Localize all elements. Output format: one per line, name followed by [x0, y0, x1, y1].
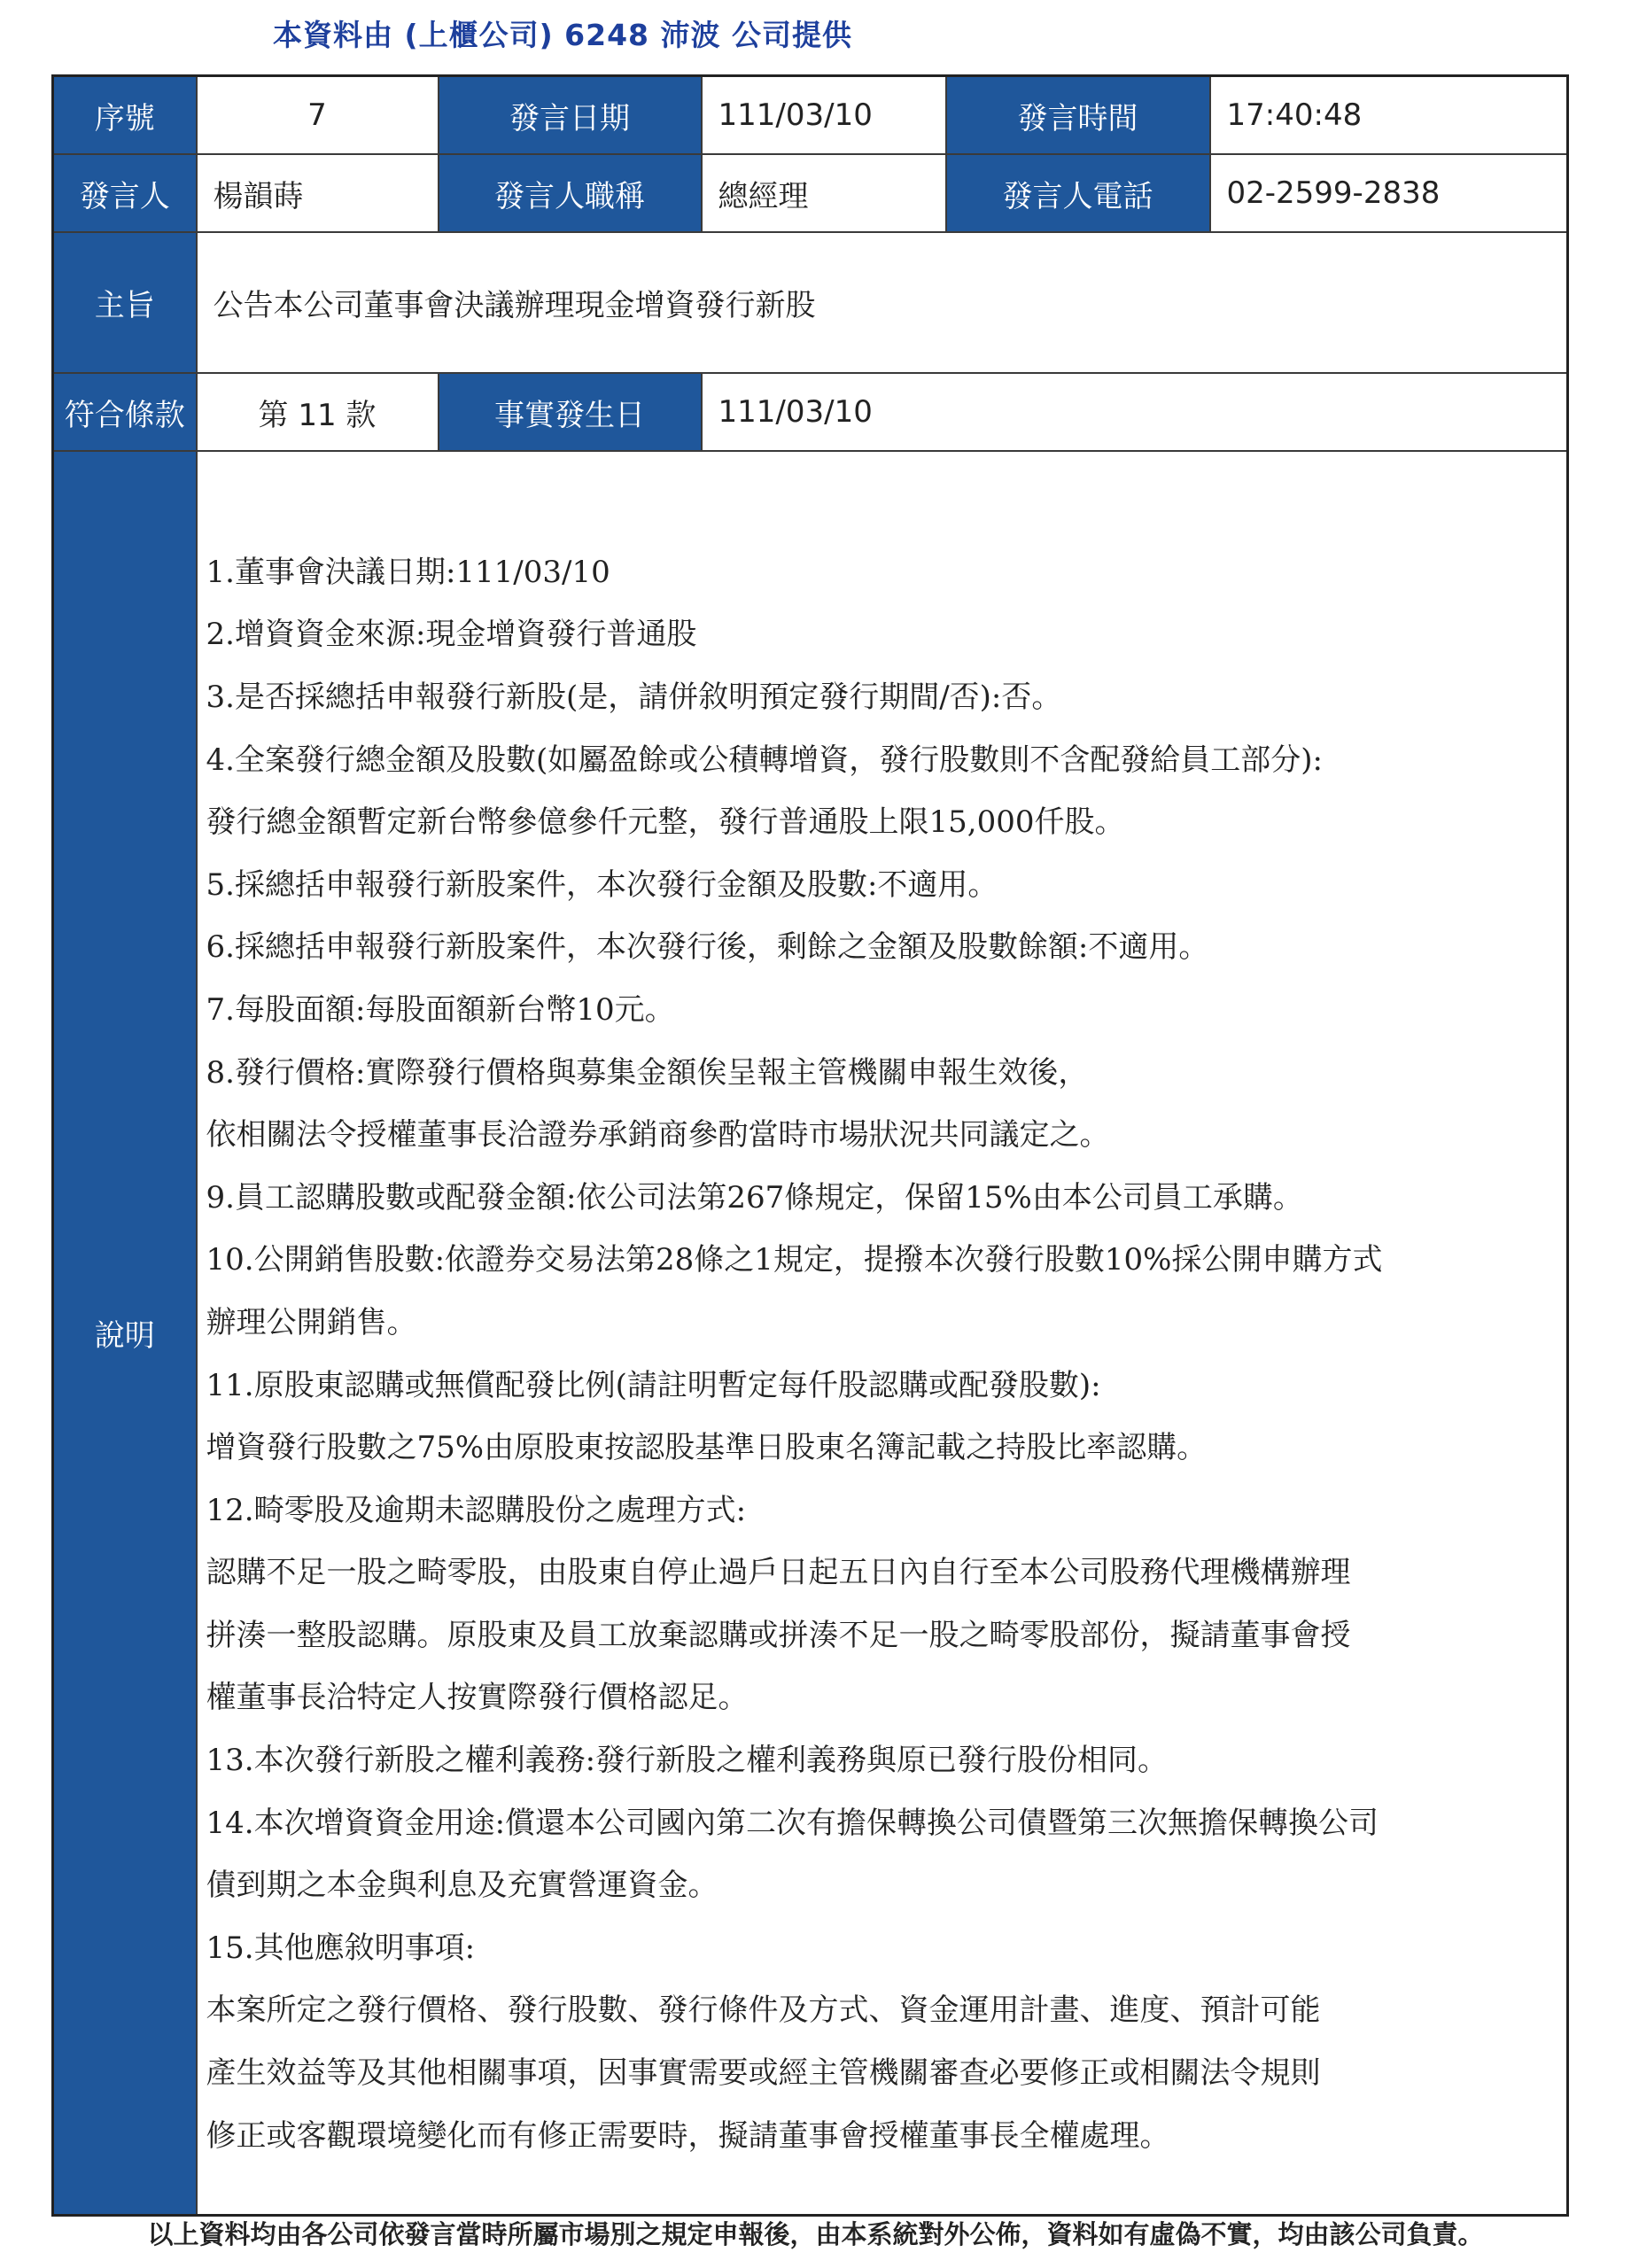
speaker-phone-value: 02-2599-2838 — [1210, 154, 1568, 232]
description-body — [197, 451, 1568, 2216]
subject-value: 公告本公司董事會決議辦理現金增資發行新股 — [197, 232, 1568, 373]
description-line: 本案所定之發行價格、發行股數、發行條件及方式、資金運用計畫、進度、預計可能 — [206, 1992, 1321, 2029]
header-code: 6248 — [564, 18, 650, 52]
header-company: 沛波 — [660, 18, 721, 52]
serial-label: 序號 — [53, 76, 197, 155]
clause-value: 第 11 款 — [197, 373, 439, 451]
description-line: 依相關法令授權董事長洽證券承銷商參酌當時市場狀況共同議定之。 — [206, 1117, 1110, 1153]
row-speaker — [53, 154, 1568, 232]
row-description — [53, 451, 1568, 2216]
speaker-title-value: 總經理 — [702, 154, 946, 232]
description-line: 認購不足一股之畸零股，由股東自停止過戶日起五日內自行至本公司股務代理機構辦理 — [206, 1555, 1351, 1591]
announcement-table — [51, 74, 1569, 2217]
description-line: 15.其他應敘明事項: — [206, 1930, 476, 1966]
row-serial-date-time — [53, 76, 1568, 155]
description-line: 增資發行股數之75%由原股東按認股基準日股東名簿記載之持股比率認購。 — [206, 1430, 1208, 1466]
description-line: 1.董事會決議日期:111/03/10 — [206, 554, 610, 590]
time-value: 17:40:48 — [1210, 76, 1568, 155]
description-label: 說明 — [53, 451, 197, 2216]
speaker-phone-label: 發言人電話 — [946, 154, 1210, 232]
description-line: 13.本次發行新股之權利義務:發行新股之權利義務與原已發行股份相同。 — [206, 1743, 1169, 1779]
description-line: 14.本次增資資金用途:償還本公司國內第二次有擔保轉換公司債暨第三次無擔保轉換公司 — [206, 1805, 1379, 1841]
description-line: 債到期之本金與利息及充實營運資金。 — [206, 1868, 718, 1904]
description-line: 辦理公開銷售。 — [206, 1304, 417, 1340]
description-line: 5.採總括申報發行新股案件，本次發行金額及股數:不適用。 — [206, 866, 998, 903]
description-line: 11.原股東認購或無償配發比例(請註明暫定每仟股認購或配發股數): — [206, 1367, 1101, 1403]
page-header — [0, 12, 1125, 54]
description-line: 拼湊一整股認購。原股東及員工放棄認購或拼湊不足一股之畸零股部份，擬請董事會授 — [206, 1617, 1351, 1653]
description-line: 6.採總括申報發行新股案件，本次發行後，剩餘之金額及股數餘額:不適用。 — [206, 929, 1209, 966]
speaker-value: 楊韻蒔 — [197, 154, 439, 232]
event-date-label: 事實發生日 — [439, 373, 702, 451]
description-line: 發行總金額暫定新台幣參億參仟元整，發行普通股上限15,000仟股。 — [206, 804, 1125, 841]
header-market: (上櫃公司) — [404, 18, 554, 52]
description-line: 4.全案發行總金額及股數(如屬盈餘或公積轉增資，發行股數則不含配發給員工部分): — [206, 742, 1323, 778]
serial-value: 7 — [197, 76, 439, 155]
description-line: 9.員工認購股數或配發金額:依公司法第267條規定，保留15%由本公司員工承購。 — [206, 1179, 1303, 1216]
date-value: 111/03/10 — [702, 76, 946, 155]
header-suffix: 公司提供 — [732, 18, 853, 52]
description-line: 3.是否採總括申報發行新股(是，請併敘明預定發行期間/否):否。 — [206, 679, 1062, 715]
description-line: 2.增資資金來源:現金增資發行普通股 — [206, 617, 697, 653]
description-line: 10.公開銷售股數:依證券交易法第28條之1規定，提撥本次發行股數10%採公開申購方式 — [206, 1242, 1383, 1278]
description-line: 修正或客觀環境變化而有修正需要時，擬請董事會授權董事長全權處理。 — [206, 2117, 1170, 2154]
description-line: 8.發行價格:實際發行價格與募集金額俟呈報主管機關申報生效後， — [206, 1054, 1089, 1091]
speaker-title-label: 發言人職稱 — [439, 154, 702, 232]
description-line: 權董事長洽特定人按實際發行價格認足。 — [206, 1680, 749, 1716]
time-label: 發言時間 — [946, 76, 1210, 155]
description-line: 產生效益等及其他相關事項，因事實需要或經主管機關審查必要修正或相關法令規則 — [206, 2055, 1321, 2092]
description-line: 7.每股面額:每股面額新台幣10元。 — [206, 991, 675, 1028]
event-date-value: 111/03/10 — [702, 373, 1568, 451]
description-line: 12.畸零股及逾期未認購股份之處理方式: — [206, 1492, 747, 1528]
row-subject — [53, 232, 1568, 373]
clause-label: 符合條款 — [53, 373, 197, 451]
disclaimer-footer: 以上資料均由各公司依發言當時所屬市場別之規定申報後，由本系統對外公佈，資料如有虛偽不實，均由該公司負責。 — [147, 2219, 1484, 2249]
speaker-label: 發言人 — [53, 154, 197, 232]
subject-label: 主旨 — [53, 232, 197, 373]
row-clause — [53, 373, 1568, 451]
date-label: 發言日期 — [439, 76, 702, 155]
header-prefix: 本資料由 — [272, 18, 393, 52]
